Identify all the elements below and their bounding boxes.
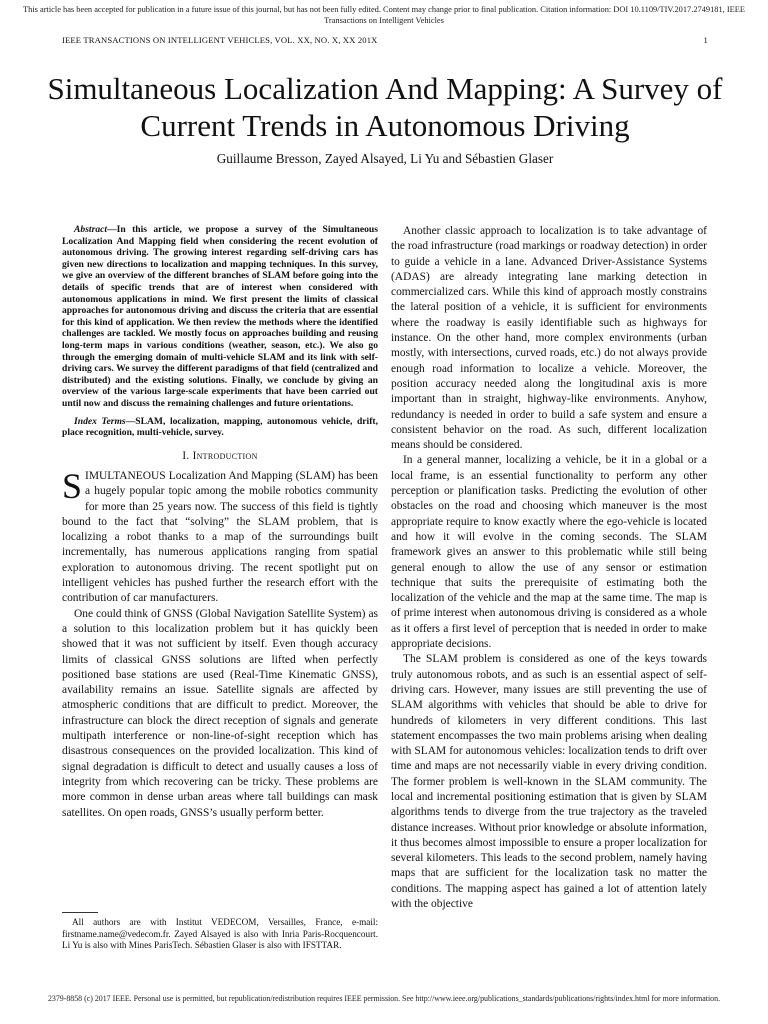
body-paragraph-3: The SLAM problem is considered as one of the keys towards truly autonomous robots, and as such is an essential aspect of self-driving cars. However, many issues are still preventing the use of SLAM algorithms with vehicles that should be able to drive for hundreds of kilometers in very different conditions. This last statement encompasses the two main problems arising when dealing with SLAM for autonomous vehicles: localization tends to drift over time and maps are not necessarily viable in every driving condition. The former problem is well-known in the SLAM community. The local and incremental positioning estimation that is given by SLAM algorithms tends to diverge from the true trajectory as the traveled distance increases. Without prior knowledge or absolute information, it thus becomes almost impossible to ensure a proper localization for several kilometers. This leads to the second problem, namely having maps that are sufficient for the localization task no matter the conditions. The mapping aspect has gained a lot of attention lately with the objective <box>391 653 707 911</box>
body-paragraph-2: In a general manner, localizing a vehicle, be it in a global or a local frame, is an essential functionality to perform any other perception or planification tasks. Predicting the evolution of other obstacles on the road and choosing which maneuver is the most appropriate require to know exactly where the ego-vehicle is located and how it will evolve in the coming seconds. The SLAM framework gives an answer to this problematic while still being general enough to allow the use of any sensor or estimation technique that suits the prerequisite of estimating both the localization of the vehicle and the map at the same time. The map is of prime interest when autonomous driving is considered as a whole as it offers a first level of perception that is needed in order to make appropriate decisions. <box>391 454 707 651</box>
section-heading-introduction <box>62 449 378 464</box>
body-paragraph-1: Another classic approach to localization is to take advantage of the road infrastructure (road markings or roadway detection) in order to guide a vehicle in a lane. Advanced Driver-Assistance Systems (ADAS) are already integrating lane marking detection in commercialized cars. While this kind of approach mostly constrains the lateral position of a vehicle, it is sufficient for environments where the roadway is easily identifiable such as highways for instance. On the other hand, more complex environments (urban mostly, with intersections, curved roads, etc.) do not always provide enough road information to localize a vehicle. Moreover, the position accuracy needed along the longitudinal axis is more important than in straight, highway-like environments. Anyhow, redundancy is needed in order to build a safe system and ensure a consistent behavior on the road. As such, different localization means should be considered. <box>391 225 707 452</box>
intro-paragraph-1 <box>62 465 378 607</box>
section-number: I. <box>182 449 190 462</box>
right-column <box>391 224 707 912</box>
publication-notice-line1: This article has been accepted for publication in a future issue of this journal, but has not been fully edited. Content may change prior to final publication. Citation information: DOI 10.1109/TIV.2017.2749181, IEEE <box>23 5 745 14</box>
author-affiliation-footnote: All authors are with Institut VEDECOM, Versailles, France, e-mail: firstname.name@vedecom.fr. Zayed Alsayed is also with Inria Paris-Rocquencourt. Li Yu is also with Mines ParisTech. Sébastien Glaser is also with IFSTTAR. <box>62 917 378 950</box>
footnote-rule <box>62 912 98 913</box>
intro-paragraph-2: One could think of GNSS (Global Navigation Satellite System) as a solution to this localization problem but it has quickly been showed that it was not sufficient by itself. Even though accuracy limits of classical GNSS solutions are lifted when perfectly positioned base stations are used (Real-Time Kinematic GNSS), availability remains an issue. Satellite signals are affected by atmospheric conditions that are difficult to predict. Moreover, the infrastructure can block the direct reception of signals and generate multipath interference or non-line-of-sight reception which has disastrous consequences on the provided localization. This kind of signal degradation is difficult to detect and usually causes a loss of integrity from which recovering can be tricky. These problems are more common in dense urban areas where tall buildings can mask satellites. On open roads, GNSS’s usually perform better. <box>62 607 378 819</box>
section-title: Introduction <box>192 449 258 462</box>
abstract-label: Abstract <box>74 224 108 235</box>
index-terms-label: Index Terms <box>74 415 126 427</box>
page-number: 1 <box>703 35 708 45</box>
running-head <box>62 35 708 45</box>
copyright-notice: 2379-8858 (c) 2017 IEEE. Personal use is permitted, but republication/redistribution requires IEEE permission. See http://www.ieee.org/publications_standards/publications/rights/index.html for more information. <box>47 994 721 1003</box>
publication-notice <box>0 4 768 26</box>
index-terms-text: —SLAM, localization, mapping, autonomous vehicle, drift, place recognition, multi-vehicle, survey. <box>62 415 378 439</box>
author-list: Guillaume Bresson, Zayed Alsayed, Li Yu and Sébastien Glaser <box>216 151 554 166</box>
intro-paragraph-1-text: IMULTANEOUS Localization And Mapping (SLAM) has been a hugely popular topic among the mobile robotics community for more than 25 years now. The success of this field is tightly bound to the fact that “solving” the SLAM problem, that is localizing a robot thanks to a map of the surroundings built incrementally, has numerous applications ranging from spatial exploration to autonomous driving. The recent spotlight put on intelligent vehicles has pushed further the research effort with the contribution of car manufacturers. <box>62 469 378 605</box>
left-column <box>62 224 378 821</box>
journal-name: IEEE TRANSACTIONS ON INTELLIGENT VEHICLES, VOL. XX, NO. X, XX 201X <box>62 35 378 45</box>
drop-cap: S <box>62 465 83 506</box>
paper-title: Simultaneous Localization And Mapping: A Survey of Current Trends in Autonomous Driving <box>47 71 723 143</box>
abstract <box>62 224 378 410</box>
abstract-text: —In this article, we propose a survey of the Simultaneous Localization And Mapping field when considering the recent evolution of autonomous driving. The growing interest regarding self-driving cars has given new directions to localization and mapping techniques. In this survey, we give an overview of the different branches of SLAM before going into the details of specific trends that are of interest when considered with autonomous applications in mind. We first present the limits of classical approaches for autonomous driving and discuss the criteria that are essential for this kind of application. We then review the methods where the identified challenges are tackled. We mostly focus on approaches building and reusing long-term maps in various conditions (weather, season, etc.). We also go through the emerging domain of multi-vehicle SLAM and its link with self-driving cars. We survey the different paradigms of that field (centralized and distributed) and the existing solutions. Finally, we conclude by giving an overview of the various large-scale experiments that have been carried out until now and discuss the remaining challenges and future orientations. <box>62 224 378 409</box>
publication-notice-line2: Transactions on Intelligent Vehicles <box>324 16 444 25</box>
index-terms <box>62 416 378 439</box>
